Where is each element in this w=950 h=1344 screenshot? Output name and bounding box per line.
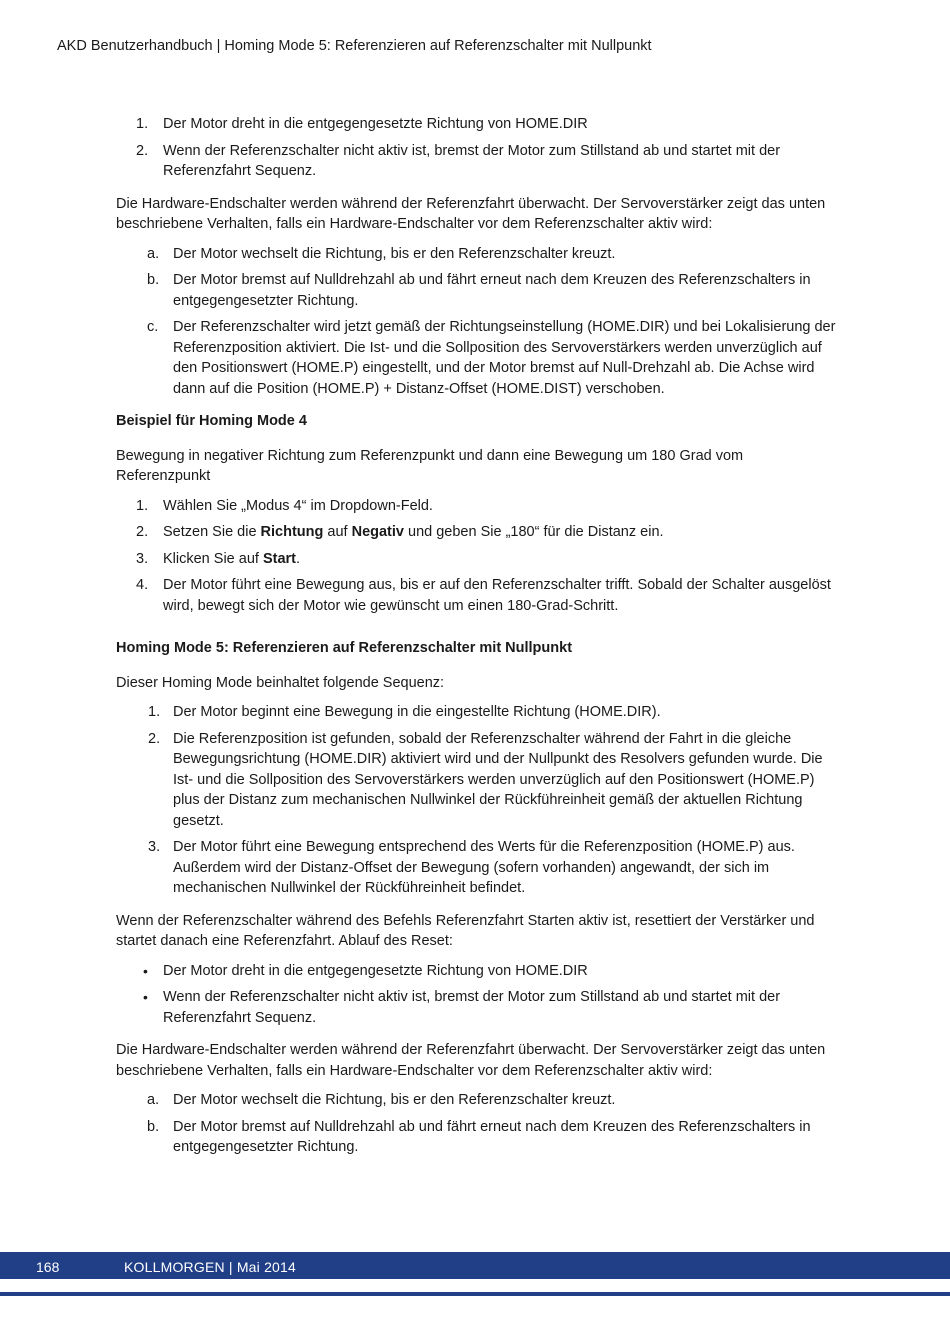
reset-steps-list	[116, 114, 836, 182]
list-marker: 3.	[136, 550, 149, 567]
list-item-text	[163, 524, 664, 540]
running-header: AKD Benutzerhandbuch | Homing Mode 5: Referenzieren auf Referenzschalter mit Nullpunkt	[57, 38, 652, 54]
list-item	[116, 496, 836, 517]
text-run: Klicken Sie auf	[163, 550, 263, 567]
list-item	[116, 987, 836, 1028]
list-marker: 1.	[136, 116, 149, 132]
list-item-text: Die Referenzposition ist gefunden, sobald der Referenzschalter während der Fahrt in die gleiche Bewegungsrichtung (HOME.DIR) aktiviert wird und der Nullpunkt des Resolvers gefunden wurde. Die Ist- und die Sollposition des Servoverstärkers werden unverzüglich auf den Positionswert (HOME.P) plus der Distanz zum mechanischen Nullwinkel der Rückführeinheit gemäß der aktuellen Richtung gesetzt.	[173, 730, 823, 829]
paragraph-example-intro: Bewegung in negativer Richtung zum Referenzpunkt und dann eine Bewegung um 180 Grad vom Referenzpunkt	[116, 447, 744, 484]
bullet-icon: •	[143, 989, 148, 1005]
list-marker: b.	[147, 1118, 160, 1135]
list-item	[116, 244, 836, 265]
bullet-icon: •	[143, 962, 148, 979]
footer-brand-date: KOLLMORGEN | Mai 2014	[124, 1259, 297, 1275]
paragraph-reset: Wenn der Referenzschalter während des Befehls Referenzfahrt Starten aktiv ist, resettiert der Verstärker und startet danach eine Referenzfahrt. Ablauf des Reset:	[116, 912, 815, 949]
list-item	[116, 317, 836, 399]
list-item-text: Wenn der Referenzschalter nicht aktiv ist, bremst der Motor zum Stillstand ab und startet mit der Referenzfahrt Sequenz.	[163, 142, 781, 179]
list-item	[116, 729, 836, 832]
text-run: und geben Sie „180“ für die Distanz ein.	[403, 524, 664, 540]
list-item	[116, 961, 836, 982]
page-number: 168	[36, 1259, 60, 1275]
list-marker: 1.	[136, 497, 149, 514]
footer-rule	[0, 1292, 950, 1296]
list-marker: 2.	[136, 524, 149, 540]
bold-term-richtung: Richtung	[260, 524, 324, 540]
paragraph-mode5-intro: Dieser Homing Mode beinhaltet folgende Sequenz:	[116, 674, 445, 691]
list-item-text	[163, 551, 300, 567]
list-item-text: Wählen Sie „Modus 4“ im Dropdown-Feld.	[163, 497, 433, 514]
list-item-text: Der Motor dreht in die entgegengesetzte Richtung von HOME.DIR	[163, 116, 588, 132]
text-run: Setzen Sie die	[163, 524, 261, 540]
section-heading-example: Beispiel für Homing Mode 4	[116, 413, 307, 429]
list-item	[116, 522, 836, 543]
endschalter-behavior-list-2	[116, 1090, 836, 1158]
list-marker: 1.	[148, 704, 161, 720]
list-marker: a.	[147, 1092, 160, 1108]
list-item-text: Der Motor wechselt die Richtung, bis er den Referenzschalter kreuzt.	[173, 1092, 616, 1108]
list-marker: c.	[147, 319, 159, 335]
endschalter-behavior-list	[116, 244, 836, 400]
list-marker: 3.	[148, 839, 161, 855]
list-marker: a.	[147, 245, 160, 262]
mode5-steps-list	[116, 702, 836, 899]
list-item-text: Der Motor wechselt die Richtung, bis er den Referenzschalter kreuzt.	[173, 245, 616, 262]
list-item	[116, 575, 836, 616]
list-item-text: Der Referenzschalter wird jetzt gemäß der Richtungseinstellung (HOME.DIR) und bei Lokalisierung der Referenzposition aktiviert. Die Ist- und die Sollposition des Servoverstärkers werden unverzüglich auf den Positionswert (HOME.P) eingestellt, und der Motor bremst auf Null-Drehzahl ab. Die Achse wird dann auf die Position (HOME.P) + Distanz-Offset (HOME.DIST) verschoben.	[173, 319, 836, 397]
list-marker: 2.	[148, 730, 161, 747]
text-run: .	[296, 550, 301, 567]
list-item-text: Der Motor dreht in die entgegengesetzte Richtung von HOME.DIR	[163, 962, 588, 979]
text-run: auf	[323, 524, 352, 540]
list-item	[116, 702, 836, 723]
list-marker: b.	[147, 272, 160, 288]
bold-term-start: Start	[262, 550, 296, 567]
list-item-text: Der Motor bremst auf Nulldrehzahl ab und fährt erneut nach dem Kreuzen des Referenzschalters in entgegengesetzter Richtung.	[173, 1118, 811, 1155]
list-item-text: Wenn der Referenzschalter nicht aktiv ist, bremst der Motor zum Stillstand ab und startet mit der Referenzfahrt Sequenz.	[163, 989, 781, 1026]
list-item	[116, 270, 836, 311]
reset-bullet-list	[116, 961, 836, 1029]
list-item-text: Der Motor bremst auf Nulldrehzahl ab und fährt erneut nach dem Kreuzen des Referenzschalters in entgegengesetzter Richtung.	[173, 272, 811, 309]
bold-term-negativ: Negativ	[351, 524, 404, 540]
list-marker: 4.	[136, 577, 149, 593]
list-item-text: Der Motor führt eine Bewegung aus, bis er auf den Referenzschalter trifft. Sobald der Schalter ausgelöst wird, bewegt sich der Motor wie gewünscht um einen 180-Grad-Schritt.	[163, 577, 831, 614]
list-item	[116, 114, 836, 135]
section-heading-mode5: Homing Mode 5: Referenzieren auf Referenzschalter mit Nullpunkt	[116, 640, 573, 656]
list-item	[116, 1090, 836, 1111]
list-marker: 2.	[136, 142, 149, 159]
paragraph-endschalter: Die Hardware-Endschalter werden während der Referenzfahrt überwacht. Der Servoverstärker zeigt das unten beschriebene Verhalten, falls ein Hardware-Endschalter vor dem Referenzschalter aktiv wird:	[116, 195, 826, 232]
example-steps-list	[116, 496, 836, 617]
list-item	[116, 837, 836, 899]
list-item	[116, 549, 836, 570]
list-item-text: Der Motor führt eine Bewegung entsprechend des Werts für die Referenzposition (HOME.P) aus. Außerdem wird der Distanz-Offset der Bewegung (sofern vorhanden) angewandt, der sich im mechanischen Nullwinkel der Rückführeinheit befindet.	[173, 839, 795, 896]
list-item	[116, 1117, 836, 1158]
list-item-text: Der Motor beginnt eine Bewegung in die eingestellte Richtung (HOME.DIR).	[173, 704, 661, 720]
page-content	[116, 114, 836, 1170]
paragraph-endschalter-2: Die Hardware-Endschalter werden während der Referenzfahrt überwacht. Der Servoverstärker zeigt das unten beschriebene Verhalten, falls ein Hardware-Endschalter vor dem Referenzschalter aktiv wird:	[116, 1042, 826, 1079]
list-item	[116, 141, 836, 182]
